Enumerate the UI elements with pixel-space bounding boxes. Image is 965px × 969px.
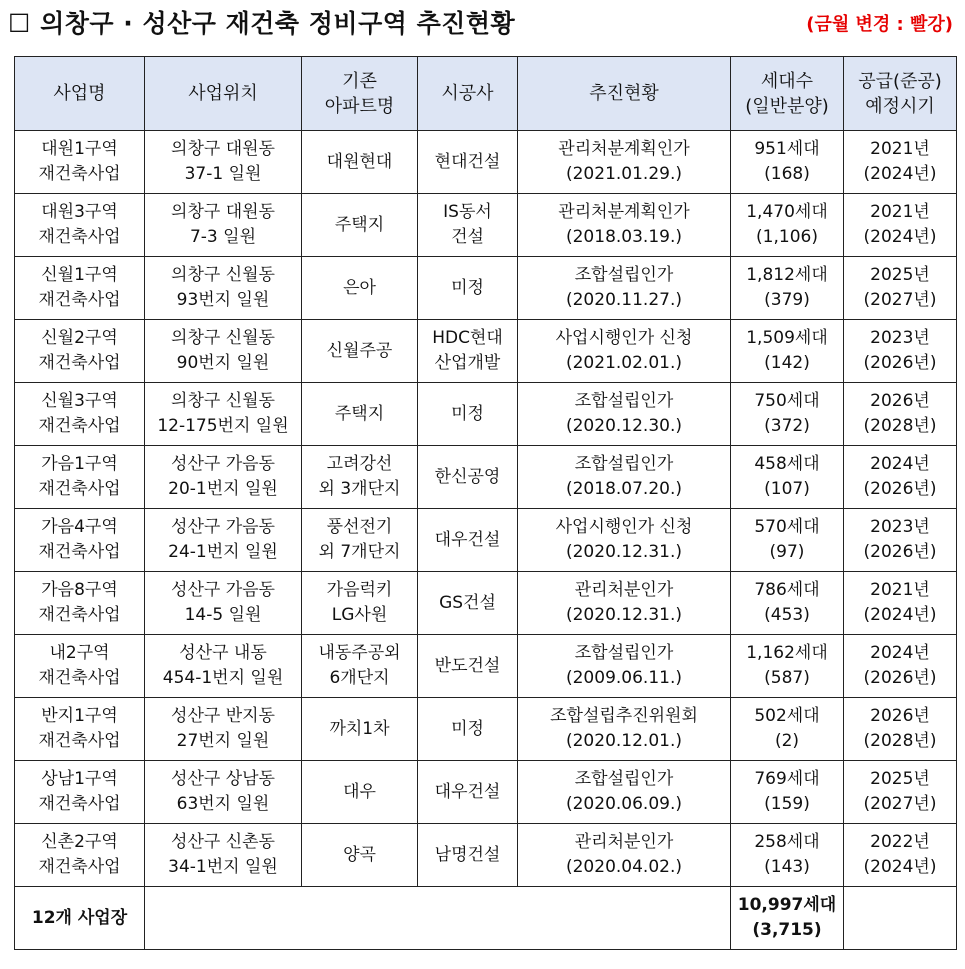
cell-contractor: 반도건설: [418, 635, 518, 698]
cell-existing-apartment: 신월주공: [302, 320, 418, 383]
footer-empty-cell: [145, 887, 731, 950]
cell-project-name: 신촌2구역 재건축사업: [15, 824, 145, 887]
cell-existing-apartment: 주택지: [302, 383, 418, 446]
cell-progress: 조합설립인가 (2009.06.11.): [518, 635, 731, 698]
cell-location: 성산구 신촌동 34-1번지 일원: [145, 824, 302, 887]
cell-progress: 사업시행인가 신청 (2020.12.31.): [518, 509, 731, 572]
table-row: [15, 257, 957, 320]
cell-households: 750세대 (372): [731, 383, 844, 446]
page-header: [8, 4, 953, 44]
cell-supply-date: 2026년 (2028년): [844, 698, 957, 761]
cell-location: 의창구 신월동 93번지 일원: [145, 257, 302, 320]
cell-project-name: 대원3구역 재건축사업: [15, 194, 145, 257]
cell-location: 의창구 신월동 12-175번지 일원: [145, 383, 302, 446]
cell-location: 성산구 반지동 27번지 일원: [145, 698, 302, 761]
cell-supply-date: 2021년 (2024년): [844, 131, 957, 194]
cell-contractor: 미정: [418, 257, 518, 320]
table-row: [15, 131, 957, 194]
cell-project-name: 신월1구역 재건축사업: [15, 257, 145, 320]
footer-empty-cell: [844, 887, 957, 950]
change-note: (금월 변경 : 빨강): [806, 14, 953, 35]
cell-progress: 관리처분인가 (2020.12.31.): [518, 572, 731, 635]
cell-location: 성산구 내동 454-1번지 일원: [145, 635, 302, 698]
cell-project-name: 가음1구역 재건축사업: [15, 446, 145, 509]
cell-existing-apartment: 내동주공외 6개단지: [302, 635, 418, 698]
cell-supply-date: 2024년 (2026년): [844, 446, 957, 509]
cell-households: 1,162세대 (587): [731, 635, 844, 698]
footer-total-label: 12개 사업장: [15, 887, 145, 950]
table-row: [15, 509, 957, 572]
cell-progress: 조합설립인가 (2020.12.30.): [518, 383, 731, 446]
cell-progress: 조합설립인가 (2020.06.09.): [518, 761, 731, 824]
cell-location: 성산구 가음동 20-1번지 일원: [145, 446, 302, 509]
cell-households: 458세대 (107): [731, 446, 844, 509]
table-row: [15, 446, 957, 509]
cell-existing-apartment: 까치1차: [302, 698, 418, 761]
cell-contractor: 현대건설: [418, 131, 518, 194]
cell-households: 258세대 (143): [731, 824, 844, 887]
cell-contractor: HDC현대 산업개발: [418, 320, 518, 383]
table-row: [15, 761, 957, 824]
cell-existing-apartment: 가음럭키 LG사원: [302, 572, 418, 635]
cell-households: 769세대 (159): [731, 761, 844, 824]
cell-supply-date: 2021년 (2024년): [844, 572, 957, 635]
column-project-name: 사업명: [15, 57, 145, 131]
cell-households: 951세대 (168): [731, 131, 844, 194]
cell-project-name: 신월3구역 재건축사업: [15, 383, 145, 446]
cell-households: 786세대 (453): [731, 572, 844, 635]
cell-progress: 관리처분인가 (2020.04.02.): [518, 824, 731, 887]
cell-project-name: 반지1구역 재건축사업: [15, 698, 145, 761]
cell-existing-apartment: 대우: [302, 761, 418, 824]
table-row: [15, 194, 957, 257]
cell-location: 의창구 신월동 90번지 일원: [145, 320, 302, 383]
table-row: [15, 635, 957, 698]
table-header-row: [15, 57, 957, 131]
cell-existing-apartment: 풍선전기 외 7개단지: [302, 509, 418, 572]
cell-project-name: 내2구역 재건축사업: [15, 635, 145, 698]
cell-contractor: 대우건설: [418, 761, 518, 824]
cell-supply-date: 2024년 (2026년): [844, 635, 957, 698]
cell-households: 1,470세대 (1,106): [731, 194, 844, 257]
cell-project-name: 가음4구역 재건축사업: [15, 509, 145, 572]
table-row: [15, 320, 957, 383]
cell-project-name: 대원1구역 재건축사업: [15, 131, 145, 194]
column-households: 세대수 (일반분양): [731, 57, 844, 131]
cell-contractor: IS동서 건설: [418, 194, 518, 257]
cell-location: 성산구 가음동 24-1번지 일원: [145, 509, 302, 572]
cell-supply-date: 2022년 (2024년): [844, 824, 957, 887]
cell-location: 의창구 대원동 37-1 일원: [145, 131, 302, 194]
cell-project-name: 신월2구역 재건축사업: [15, 320, 145, 383]
cell-supply-date: 2023년 (2026년): [844, 509, 957, 572]
cell-contractor: 남명건설: [418, 824, 518, 887]
cell-progress: 조합설립인가 (2018.07.20.): [518, 446, 731, 509]
cell-progress: 조합설립추진위원회 (2020.12.01.): [518, 698, 731, 761]
cell-households: 1,509세대 (142): [731, 320, 844, 383]
table-row: [15, 383, 957, 446]
cell-households: 570세대 (97): [731, 509, 844, 572]
cell-supply-date: 2025년 (2027년): [844, 257, 957, 320]
cell-households: 502세대 (2): [731, 698, 844, 761]
cell-contractor: 미정: [418, 383, 518, 446]
cell-progress: 사업시행인가 신청 (2021.02.01.): [518, 320, 731, 383]
column-supply-date: 공급(준공) 예정시기: [844, 57, 957, 131]
cell-location: 성산구 가음동 14-5 일원: [145, 572, 302, 635]
cell-supply-date: 2025년 (2027년): [844, 761, 957, 824]
cell-progress: 조합설립인가 (2020.11.27.): [518, 257, 731, 320]
column-contractor: 시공사: [418, 57, 518, 131]
cell-supply-date: 2023년 (2026년): [844, 320, 957, 383]
cell-contractor: GS건설: [418, 572, 518, 635]
column-progress: 추진현황: [518, 57, 731, 131]
cell-location: 의창구 대원동 7-3 일원: [145, 194, 302, 257]
table-row: [15, 824, 957, 887]
cell-existing-apartment: 고려강선 외 3개단지: [302, 446, 418, 509]
cell-existing-apartment: 은아: [302, 257, 418, 320]
cell-progress: 관리처분계획인가 (2018.03.19.): [518, 194, 731, 257]
table-footer-row: [15, 887, 957, 950]
cell-contractor: 미정: [418, 698, 518, 761]
cell-contractor: 한신공영: [418, 446, 518, 509]
cell-supply-date: 2026년 (2028년): [844, 383, 957, 446]
page-title: ☐ 의창구 · 성산구 재건축 정비구역 추진현황: [8, 9, 516, 38]
cell-progress: 관리처분계획인가 (2021.01.29.): [518, 131, 731, 194]
project-status-table: [14, 56, 957, 950]
cell-existing-apartment: 주택지: [302, 194, 418, 257]
cell-project-name: 가음8구역 재건축사업: [15, 572, 145, 635]
column-existing-apartment: 기존 아파트명: [302, 57, 418, 131]
table-row: [15, 698, 957, 761]
footer-total-households: 10,997세대 (3,715): [731, 887, 844, 950]
cell-project-name: 상남1구역 재건축사업: [15, 761, 145, 824]
cell-contractor: 대우건설: [418, 509, 518, 572]
table-body: [15, 131, 957, 887]
cell-households: 1,812세대 (379): [731, 257, 844, 320]
cell-existing-apartment: 양곡: [302, 824, 418, 887]
cell-location: 성산구 상남동 63번지 일원: [145, 761, 302, 824]
cell-supply-date: 2021년 (2024년): [844, 194, 957, 257]
cell-existing-apartment: 대원현대: [302, 131, 418, 194]
table-row: [15, 572, 957, 635]
column-location: 사업위치: [145, 57, 302, 131]
